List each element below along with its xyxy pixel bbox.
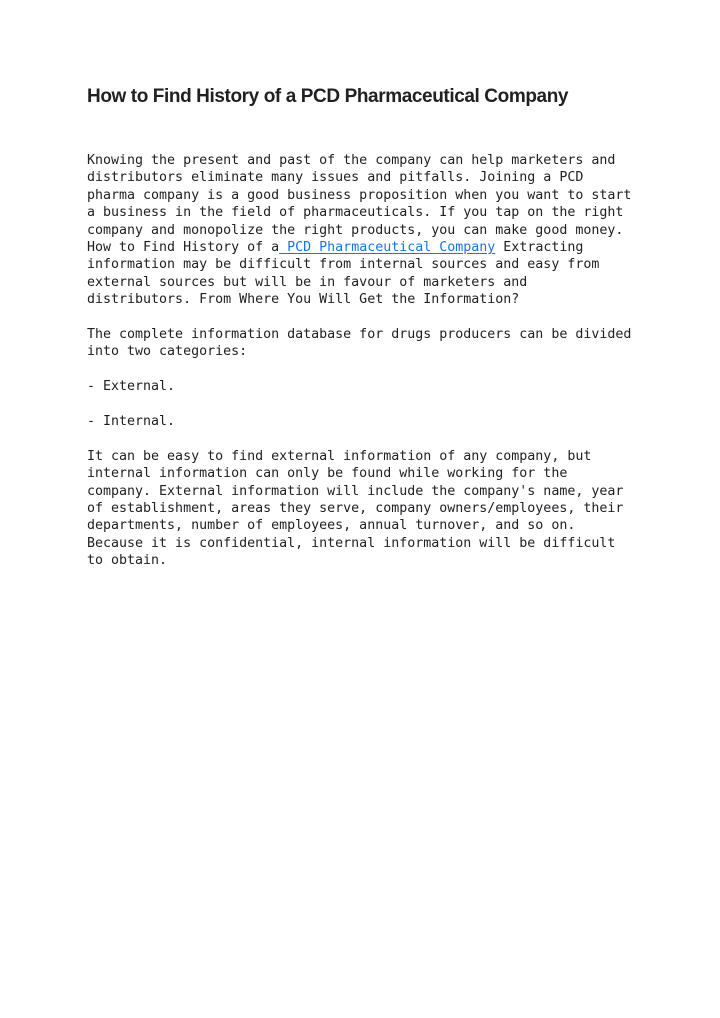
intro-text-after-link: Extracting information may be difficult from internal sources and easy from external sources but will be in favour of marketers and distributors. From Where You Will Get the Information? (87, 240, 608, 308)
intro-paragraph (87, 152, 640, 309)
external-information-paragraph: It can be easy to find external information of any company, but internal information can only be found while working for the company. External information will include the company's name, year of establishment, areas they serve, company owners/employees, their departments, number of employees, annual turnover, and so on. Because it is confidential, internal information will be difficult to obtain. (87, 448, 632, 569)
pcd-pharmaceutical-company-link[interactable]: PCD Pharmaceutical Company (279, 240, 496, 256)
list-item-internal: - Internal. (87, 414, 176, 430)
intro-text-before-link: Knowing the present and past of the company can help marketers and distributors eliminate many issues and pitfalls. Joining a PCD pharma company is a good business proposition when you want to start a business in the field of pharmaceuticals. If you tap on the right company and monopolize the right products, you can make good money. How to Find History of a (87, 153, 640, 256)
list-item-external: - External. (87, 379, 176, 395)
document-title: How to Find History of a PCD Pharmaceutical Company (87, 86, 569, 107)
categories-paragraph: The complete information database for drugs producers can be divided into two categories: (87, 327, 640, 360)
document-body (87, 152, 640, 587)
